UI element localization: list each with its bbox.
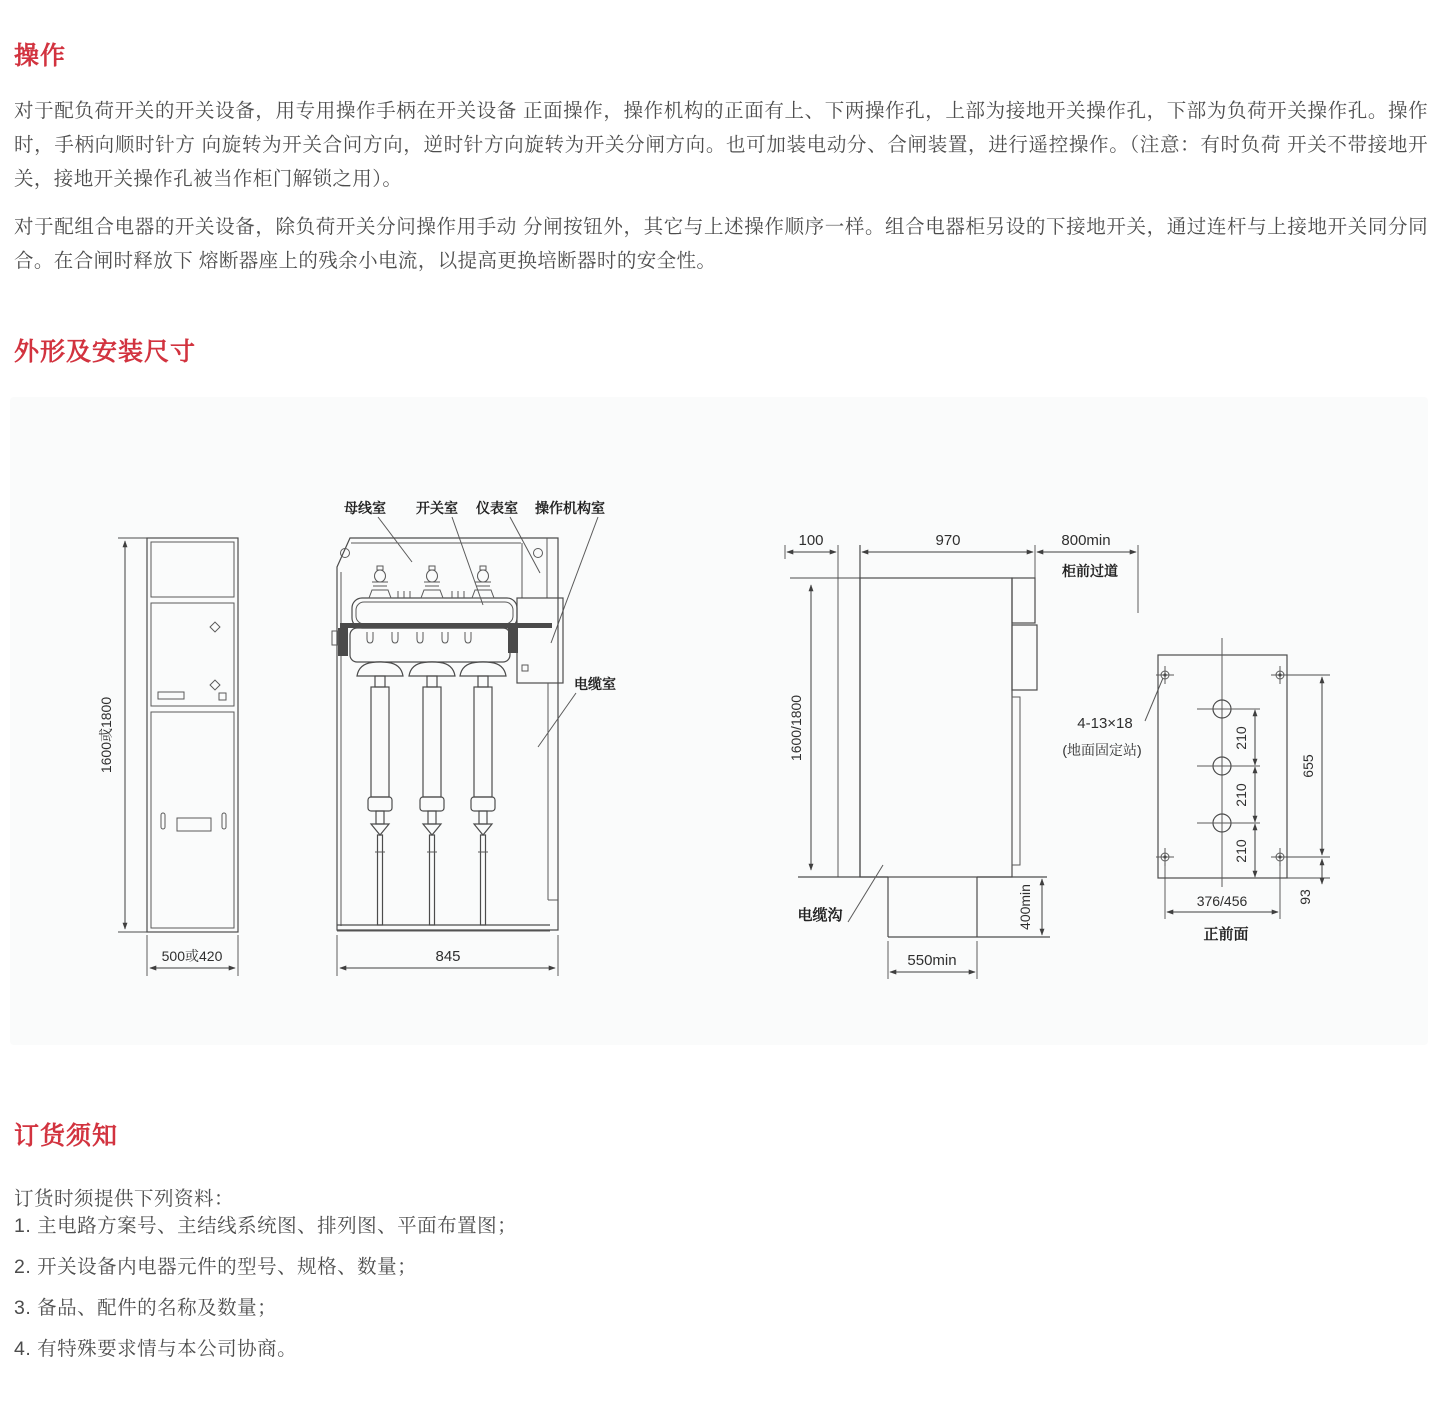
label-busbar-room: 母线室 xyxy=(344,500,386,516)
plan-holes-note: (地面固定站) xyxy=(1062,742,1142,758)
plan-dim-655: 655 xyxy=(1300,754,1316,778)
trench-label: 电缆沟 xyxy=(797,907,843,924)
ordering-list xyxy=(14,1206,517,1370)
plan-dim-210-c: 210 xyxy=(1233,839,1249,863)
ordering-intro: 订货时须提供下列资料： xyxy=(14,1188,235,1210)
plan-holes-label: 4-13×18 xyxy=(1077,715,1133,732)
label-instrument-room: 仪表室 xyxy=(476,500,518,516)
ordering-item-4: 4. 有特殊要求情与本公司协商。 xyxy=(14,1338,298,1360)
plan-dim-376-456: 376/456 xyxy=(1196,893,1248,909)
plan-dim-93: 93 xyxy=(1297,889,1313,905)
front-width-label: 500或420 xyxy=(161,948,223,964)
front-view xyxy=(98,538,238,976)
dimension-diagram xyxy=(10,397,1428,1045)
label-cable-room: 电缆室 xyxy=(574,676,616,692)
ordering-item-3: 3. 备品、配件的名称及数量； xyxy=(14,1297,278,1319)
section-width-label: 845 xyxy=(435,948,461,965)
side-dim-400min: 400min xyxy=(1017,884,1033,930)
plan-dim-210-a: 210 xyxy=(1233,726,1249,750)
side-dim-550min: 550min xyxy=(907,952,957,969)
plan-caption: 正前面 xyxy=(1203,926,1249,943)
side-dim-800min: 800min xyxy=(1061,532,1111,549)
dimensions-title: 外形及安装尺寸 xyxy=(14,338,197,366)
label-switch-room: 开关室 xyxy=(416,500,458,516)
operation-paragraph-1: 对于配负荷开关的开关设备，用专用操作手柄在开关设备 正面操作，操作机构的正面有上、下两操作孔，上部为接地开关操作孔，下部为负荷开关操作孔。操作时，手柄向顺时针方 向旋转为开关合问方向，逆时针方向旋转为开关分闸方向。也可加装电动分、合闸装置，进行遥控操作。（注意：有时负荷 开关不带接地开关，接地开关操作孔被当作柜门解锁之用）。 xyxy=(14,100,1428,190)
dimension-diagram-panel xyxy=(10,397,1428,1045)
side-dim-970: 970 xyxy=(935,532,961,549)
side-aisle-label: 柜前过道 xyxy=(1062,563,1118,579)
ordering-title: 订货须知 xyxy=(14,1122,119,1150)
operation-paragraph-2: 对于配组合电器的开关设备，除负荷开关分问操作用手动 分闸按钮外，其它与上述操作顺序一样。组合电器柜另设的下接地开关，通过连杆与上接地开关同分同合。在合闸时释放下 熔断器座上的残余小电流，以提高更换培断器时的安全性。 xyxy=(14,216,1428,272)
side-view xyxy=(785,532,1163,979)
front-height-label: 1600或1800 xyxy=(98,696,114,774)
side-dim-100: 100 xyxy=(798,532,824,549)
label-mechanism-room: 操作机构室 xyxy=(535,500,605,516)
side-height-label: 1600/1800 xyxy=(788,694,804,762)
operation-title: 操作 xyxy=(14,42,67,70)
mounting-plan xyxy=(1156,638,1330,943)
plan-dim-210-b: 210 xyxy=(1233,783,1249,807)
section-view xyxy=(332,500,616,976)
ordering-item-2: 2. 开关设备内电器元件的型号、规格、数量； xyxy=(14,1256,418,1278)
ordering-item-1: 1. 主电路方案号、主结线系统图、排列图、平面布置图； xyxy=(14,1215,518,1237)
